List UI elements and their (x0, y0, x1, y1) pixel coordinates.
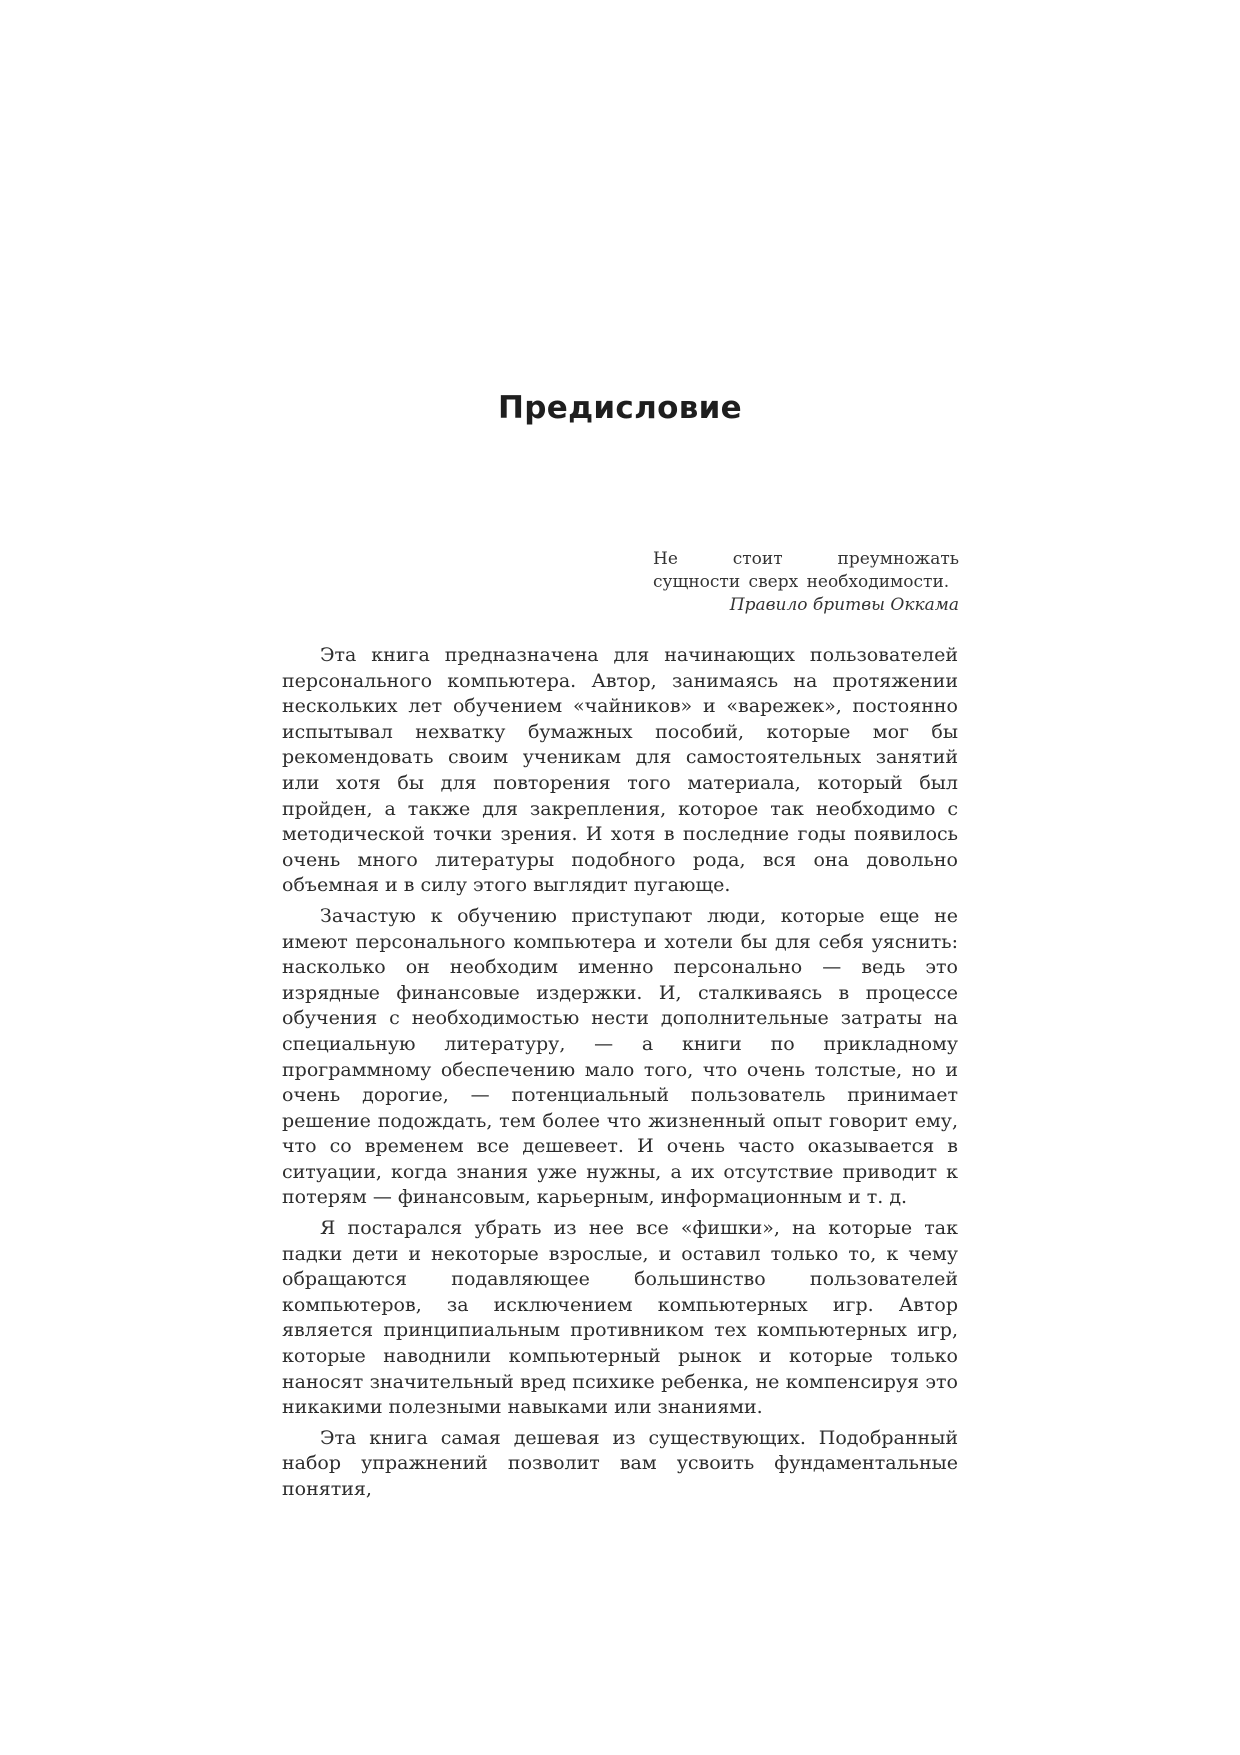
epigraph-quote: Не стоит преумножать сущности сверх необходимости. (653, 549, 959, 592)
paragraph-1: Эта книга предназначена для начинающих пользователей персонального компьютера. Автор, занимаясь на протяжении нескольких лет обучением «чайников» и «варежек», постоянно испытывал нехватку бумажных пособий, которые мог бы рекомендовать своим ученикам для самостоятельных занятий или хотя бы для повторения того материала, который был пройден, а также для закрепления, которое так необходимо с методической точки зрения. И хотя в последние годы появилось очень много литературы подобного рода, вся она довольно объемная и в силу этого выглядит пугающе. (282, 644, 958, 897)
paragraph-4: Эта книга самая дешевая из существующих. Подобранный набор упражнений позволит вам усвоить фундаментальные понятия, (282, 1426, 958, 1500)
page-title: Предисловие (498, 390, 742, 426)
epigraph-source: Правило бритвы Оккама (729, 595, 959, 615)
paragraph-3: Я постарался убрать из нее все «фишки», на которые так падки дети и некоторые взрослые, и оставил только то, к чему обращаются подавляющее большинство пользователей компьютеров, за исключением компьютерных игр. Автор является принципиальным противником тех компьютерных игр, которые наводнили компьютерный рынок и которые только наносят значительный вред психике ребенка, не компенсируя это никакими полезными навыками или знаниями. (282, 1217, 958, 1419)
paragraph-2: Зачастую к обучению приступают люди, которые еще не имеют персонального компьютера и хотели бы для себя уяснить: насколько он необходим именно персонально — ведь это изрядные финансовые издержки. И, сталкиваясь в процессе обучения с необходимостью нести дополнительные затраты на специальную литературу, — а книги по прикладному программному обеспечению мало того, что очень толстые, но и очень дорогие, — потенциальный пользователь принимает решение подождать, тем более что жизненный опыт говорит ему, что со временем все дешевеет. И очень часто оказывается в ситуации, когда знания уже нужны, а их отсутствие приводит к потерям — финансовым, карьерным, информационным и т. д. (282, 904, 958, 1209)
body-text (282, 643, 958, 1508)
epigraph (653, 548, 959, 617)
